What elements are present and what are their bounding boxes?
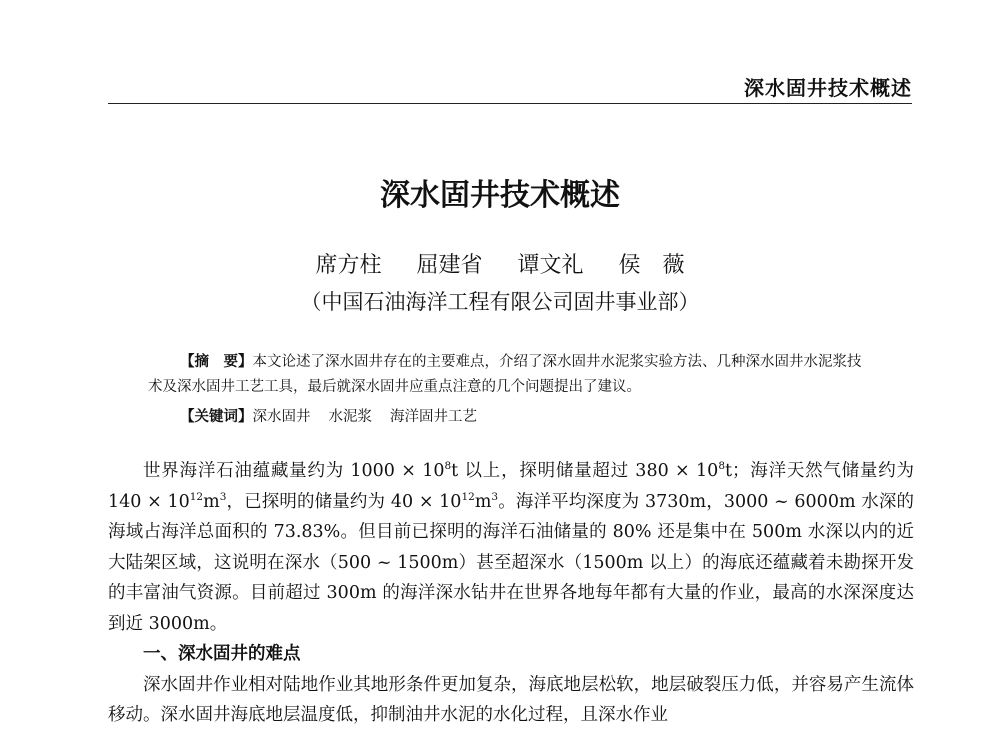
text-run: 。海洋平均深度为 3730m，3000 ~ 6000m 水深的海域占海洋总面积的 73.83%。但目前已探明的海洋石油储量的 80% 还是集中在 500m 水深以内的近大陆架区域，这说明在深水（500 ~ 1500m）甚至超深水（1500m 以上）的海底还蕴藏着未勘探开发的丰富油气资源。目前超过 300m 的海洋深水钻井在世界各地每年都有大量的作业，最高的水深深度达到近 3000m。 [108,491,914,634]
paper-title: 深水固井技术概述 [380,178,620,213]
keywords [180,405,495,426]
body-text [108,456,914,731]
superscript: 12 [461,490,475,503]
header-rule [108,103,912,104]
text-run: t 以上，探明储量超过 380 × 10 [451,461,719,481]
author: 席方柱 [315,253,382,278]
superscript: 12 [189,490,204,503]
author-list [0,248,1000,279]
keyword: 海洋固井工艺 [390,409,477,425]
abstract [148,350,870,400]
superscript: 3 [491,490,499,503]
running-head: 深水固井技术概述 [744,76,912,100]
abstract-paragraph [148,350,870,400]
author: 屈建省 [416,253,483,278]
text-run: 世界海洋石油蕴藏量约为 1000 × 10 [143,461,445,481]
affiliation: （中国石油海洋工程有限公司固井事业部） [300,290,700,314]
text-run: m [203,491,220,512]
author: 谭文礼 [517,253,584,278]
superscript: 8 [718,460,725,473]
text-run: m [474,491,492,512]
abstract-text: 本文论述了深水固井存在的主要难点，介绍了深水固井水泥浆实验方法、几种深水固井水泥浆技术及深水固井工艺工具，最后就深水固井应重点注意的几个问题提出了建议。 [148,354,862,395]
superscript: 8 [444,460,452,473]
body-paragraph-1 [108,456,914,639]
author: 侯 薇 [618,253,685,278]
keyword: 水泥浆 [328,409,372,425]
text-run: ，已探明的储量约为 40 × 10 [226,491,462,512]
keyword: 深水固井 [252,409,311,425]
abstract-tag: 【摘 要】 [180,354,253,370]
superscript: 3 [219,490,227,503]
text-run: t；海洋天然气储量约为 140 × 10 [108,461,914,512]
section-heading: 一、深水固井的难点 [143,644,301,664]
keywords-tag: 【关键词】 [180,409,253,425]
body-paragraph-2: 深水固井作业相对陆地作业其地形条件更加复杂，海底地层松软，地层破裂压力低，并容易产生流体移动。深水固井海底地层温度低，抑制油井水泥的水化过程，且深水作业 [108,674,914,725]
